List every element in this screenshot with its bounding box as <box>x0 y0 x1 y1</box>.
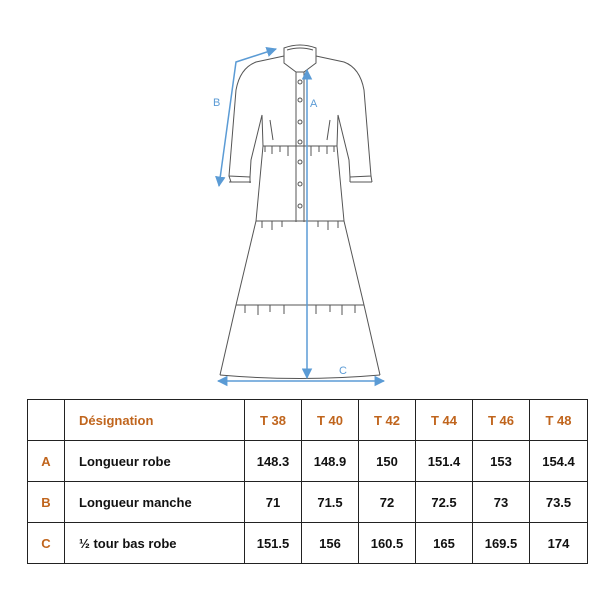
table-row <box>28 482 588 523</box>
row-label: ½ tour bas robe <box>65 523 245 564</box>
table-cell: 71.5 <box>302 482 359 523</box>
label-a: A <box>310 98 318 110</box>
table-cell: 156 <box>302 523 359 564</box>
table-cell: 148.9 <box>302 441 359 482</box>
table-cell: 148.3 <box>245 441 302 482</box>
table-cell: 169.5 <box>473 523 530 564</box>
table-cell: 153 <box>473 441 530 482</box>
label-b: B <box>213 97 221 109</box>
table-cell: 154.4 <box>530 441 588 482</box>
table-cell: 73 <box>473 482 530 523</box>
dress-outline <box>220 45 380 379</box>
table-cell: 151.4 <box>416 441 473 482</box>
header-size: T 46 <box>473 400 530 441</box>
table-header-row <box>28 400 588 441</box>
row-key: C <box>28 523 65 564</box>
table-cell: 165 <box>416 523 473 564</box>
header-size: T 40 <box>302 400 359 441</box>
header-designation: Désignation <box>65 400 245 441</box>
table-cell: 150 <box>359 441 416 482</box>
table-cell: 72.5 <box>416 482 473 523</box>
table-cell: 73.5 <box>530 482 588 523</box>
table-cell: 151.5 <box>245 523 302 564</box>
header-size: T 38 <box>245 400 302 441</box>
header-size: T 48 <box>530 400 588 441</box>
size-chart-table <box>27 399 588 564</box>
table-cell: 71 <box>245 482 302 523</box>
row-key: B <box>28 482 65 523</box>
header-size: T 44 <box>416 400 473 441</box>
label-c: C <box>339 365 347 377</box>
row-label: Longueur robe <box>65 441 245 482</box>
table-cell: 72 <box>359 482 416 523</box>
table-cell: 174 <box>530 523 588 564</box>
row-label: Longueur manche <box>65 482 245 523</box>
header-key-cell <box>28 400 65 441</box>
header-size: T 42 <box>359 400 416 441</box>
table-row <box>28 523 588 564</box>
row-key: A <box>28 441 65 482</box>
arrow-b <box>219 49 276 186</box>
table-cell: 160.5 <box>359 523 416 564</box>
table-row <box>28 441 588 482</box>
